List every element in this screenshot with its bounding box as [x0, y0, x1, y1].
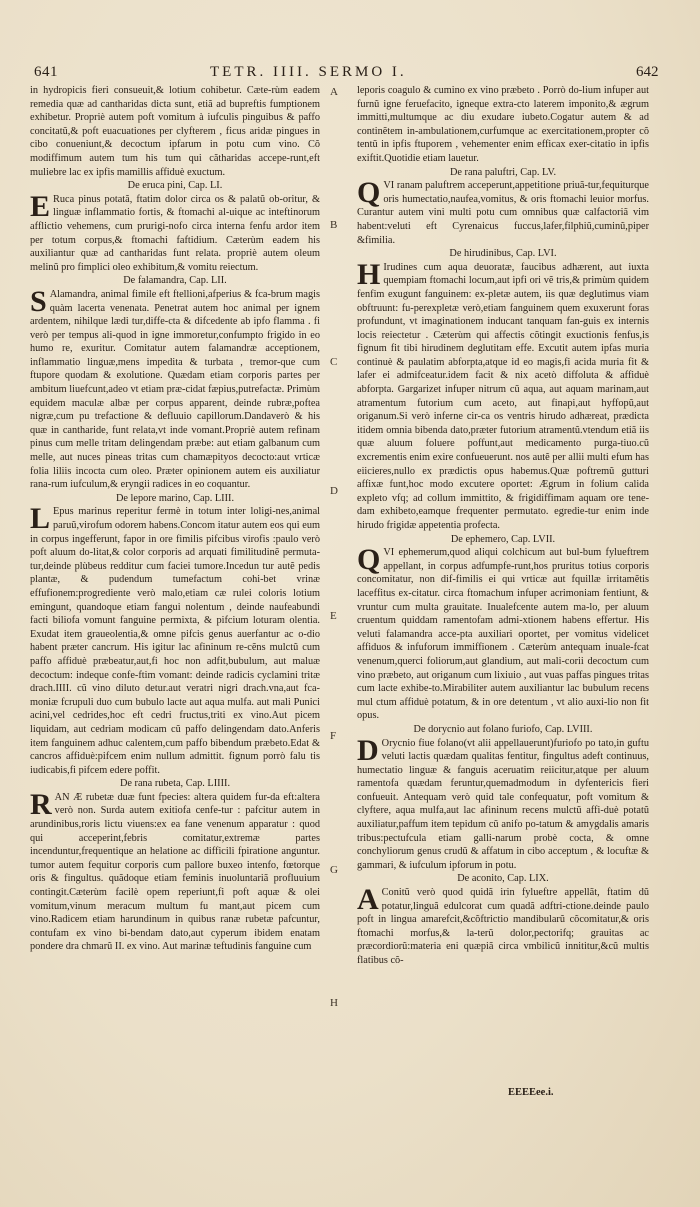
chapter-heading: De lepore marino, Cap. LIII. [115, 492, 235, 504]
chapter-heading: De dorycnio aut folano furiofo, Cap. LVIII. [413, 723, 593, 735]
chapter-heading: De rana rubeta, Cap. LIIII. [119, 778, 231, 790]
chapter-heading: De rana paluftri, Cap. LV. [449, 166, 557, 178]
chapter-heading: De ephemero, Cap. LVII. [450, 533, 556, 545]
chapter-heading: De falamandra, Cap. LII. [123, 275, 227, 287]
paragraph-text: Ruca pinus potatã, ftatim dolor circa os & palatũ ob-oritur, & linguæ inflammatio fortis, & ftomachi al-uique ac inteftinorum afflictio vehemens, cum prurigi-nofo circa interna fenfu ardor item per totum corpus,& ftomachi faftidium. Cæterùm eadem his auxiliantur quæ ad cantharidas funt relata. propriè autem oleum melinũ pro fimplici oleo exhibitum,& vomitu reiectum. [30, 193, 320, 273]
margin-letter: B [330, 219, 338, 231]
paragraph-text: Alamandra, animal fimile eft ftellioni,afperius & fca-brum magis quàm lacerta venenata. Penetrat autem hoc animal per ignem ardentem, nihilque lædi tur,diffe-cta & difcedente ab ipfo flamma . fi verò per tempus ali-quod in igne immoretur,confumpto frigido in eo humo re, exuritur. Comitatur autem falamandræ acceptionem, inflammatio linguæ,mens impedita & turbata , tremor-que cum ftupore quodam & exolutione. Quædam etiam corporis partes per ambitum liuefcunt,adeo vt etiam præ-cidat fæpius,putrefactæ. Primùm equidem maculæ albæ per corpus apparent, deinde rubræ,poftea nigræ,cum pu trefactione & defluuio capillorum.Dandaverò & his quæ in cantharide, funt relata,vt inde vomant.Propriè autem refinam pinus cum melle tritam delingendam præbe: aut etiam galbanum cum melle, aut nuces pineas tritas cum chamæpityos decocto:aut vrticæ folia liliis incocta cum oleo. Præter opinionem autem eis auxiliatur rana-rum iufculum,& eryngii radices in eo coquantur. [30, 288, 320, 491]
margin-letter: G [330, 864, 338, 876]
margin-letter: E [330, 610, 337, 622]
paragraph-text: Epus marinus reperitur fermè in totum inter loligi-nes,animal paruũ,virofum odorem habens.Concom itatur autem eos qui eum in corpus ingefferunt, fapor in ore fimilis pifcibus virofis :paulo verò poft aluum do-litat,& color corporis ad arquati fimilitudinẽ permuta-tur,deinde plùbeus redditur cum faciei tumore.Incedun tur autẽ pedis plantæ, & pudendum tumefactum cohi-bet vrinæ effufionem:progrediente verò malo,etiam cæ rulei coloris lotium emingunt, quandoque etiam fangui nolentum , deinde naufeabundi facti biliofa vomunt fanguine permixta, & pifcium loturam olentia. Exudat item graueolentia,& omne pifcis genus auerfantur ac o-dio habent præter cancrum. His igitur lac afininum re-cẽns mulctũ cum paffo affiduè præbeatur,aut,fi hoc non adfit,bubulum, aut maluæ decoctum: indeque confe-ftim vomant: deinde radicis cyclamini tritæ drach.IIII. cũ vino diluto detur.aut veratri nigri drach.vna,aut fca-moniæ fcrupuli duo cum bubulo lacte aut aqua mulfa. aut mali Punici acini,vel cedrides,hoc eft cedri fructus,triti ex vino.Aut picem liquidam, aut cedriam modicam cũ paffo delingendam dato.Anferis item fanguinem adhuc calentem,cum paffo bibendum præbeto.Edat & cancros affiduè:pifcem enim nullum admittit. fignum porrò falu tis iudicabis,fi pifcem edere poffit. [30, 506, 320, 776]
paragraph [30, 787, 320, 954]
chapter-heading: De hirudinibus, Cap. LVI. [449, 248, 557, 260]
right-text-column [357, 84, 649, 968]
left-text-column [30, 84, 320, 954]
drop-cap: A [357, 883, 379, 917]
paragraph [357, 883, 649, 968]
paragraph-text: AN Æ rubetæ duæ funt fpecies: altera quidem fur-da eft:altera verò non. Surda autem exitiofa cenfe-tur : pafcitur autem in arundinibus,roris lictu viuens:ex ea fane venenum apparatur : quod qui acceperint,febris comitatur,extremæ partes incenduntur,frequentique an helatione ac difficili fpiratione anguntur. tumor autem fequitur corporis cum pallore buxeo intenfo, fœtorque oris & fingultus. quãdoque etiam feminis inuoluntariã profluuium contingit.Cæterùm facilè opem reperiunt,fi poft aquæ & olei vomitum,vinum meracum multum fu mant,aut picem cum vino.Radicem etiam harundinum in quibus ranæ rubetæ pafcuntur, contufam ex vino bi-bendam dato,aut cyperum ibidem enatam pondere dra chmarũ II. ex vino. Aut marinæ teftudinis fanguine cum [30, 791, 320, 953]
drop-cap: Q [357, 543, 381, 577]
paragraph [30, 189, 320, 275]
chapter-heading: De aconito, Cap. LIX. [457, 873, 549, 885]
margin-letter: F [330, 730, 337, 742]
margin-letter: A [330, 86, 338, 98]
paragraph-text: leporis coagulo & cumino ex vino præbeto . Porrò do-lium infuper aut furnũ igne feruefacito, igneque extra-cto laterem imponito,& ægrum immitti,multumque ac diu exudare iubeto.Cogatur autem & ad continẽtem in-ambulationem,curfumque ac exercitationem,propter cõ tentũ in ipfis ftuporem , vehementer enim efficax exer-citatio in ipfis exiftit.Quotidie etiam lauetur. [357, 85, 649, 164]
running-title: TETR. IIII. SERMO I. [210, 64, 407, 80]
paragraph [357, 176, 649, 247]
drop-cap: S [30, 284, 47, 318]
drop-cap: E [30, 189, 51, 223]
paragraph [30, 284, 320, 492]
paragraph-text: in hydropicis fieri consueuit,& lotium cohibetur. Cæte-rùm eadem remedia quæ ad cantharidas dicta sunt, etiã ad bupreftis fumptionem exhibetur. Propriè autem poft vomitum à iufculis pinguibus & paffo concitatũ,& poft euacuationes per clyfterem , ficus aridæ pingues in cibo conueniunt,& decoctum ipfarum in potu cum vino. Cõ modiffimum autem tum his tum qui cătharidas accepe-runt,eft muliebre lac ex ipfis mamillis affiduè exuctum. [30, 85, 320, 178]
page-number-right: 642 [636, 64, 659, 80]
paragraph [30, 502, 320, 777]
paragraph [357, 733, 649, 873]
drop-cap: R [30, 787, 52, 821]
margin-letter: C [330, 356, 338, 368]
paragraph [357, 543, 649, 723]
paragraph-text: Orycnio fiue folano(vt alii appellauerunt)furiofo po tato,in guftu veluti lactis quædam qualitas fentitur, fingultus adeft continuus, humectatio linguæ & fanguis aceruatim reiicitur,atque per aluum ramentofa quædam feruntur,quemadmodum in dyfentericis fieri confueuit. Antequam verò quid tale confequatur, poft vomitum & clyftere, aqua mulfa,aut lac afininum recens mulctũ affi-duè potatũ auxiliatur,paffum item tepidum cũ anifo po-tatum & amygdalis amaris tribus:pectufcula etiam galli-narum probè cocta, & omne conchyliorum genus crudũ & affatum in cibo acceptum , & locuftæ & gammari, & iufculum ipforum in potu. [357, 737, 649, 871]
paragraph-text: VI ranam paluftrem acceperunt,appetitione priuã-tur,fequiturque oris humectatio,naufea,vomitus, & oris ftomachi leuior morfus. Curantur autem vini multi potu cum omnibus quæ calfactoriã vim habent:veluti eft Cyrenaicus fuccus,lafer,filphiũ,cuminũ,piper &fimilia. [357, 180, 649, 246]
drop-cap: Q [357, 176, 381, 210]
paragraph [30, 84, 320, 179]
page-number-left: 641 [34, 64, 58, 80]
margin-letter: H [330, 997, 338, 1009]
chapter-heading: De eruca pini, Cap. LI. [127, 180, 223, 192]
paragraph-text: VI ephemerum,quod aliqui colchicum aut bul-bum fylueftrem appellant, in corpus adfumpfe-runt,hos pruritus totius corporis concomitatur, non dif-fimilis ei qui vrticæ aut fquillæ irritamẽtis laceffitus ex-citatur. circa ftomachum infuper acrimoniam fentiunt, & vruntur cum multa grauitate. Inualefcente autem ma-lo, per aluum cruentum quiddam ramentofam admi-xtionem habens effertur. His veluti falamandra acce-pta auxiliari oportet, per vomitus videlicet affiduos & infuforum immiffionem . Cæterùm antequam inuale-fcat venenum,querci foliorum,aut glandium, aut mali-corii decoctum cum vino præbeto, aut origanum cum lixiuio , aut vuas paffas pingues tritas cum lacte exhibe-to.Mirabiliter autem auxiliantur lac bubulum recens mul ctum affiduè potatum, & in ore detentum , vt alio auxi-lio non fit opus. [357, 547, 649, 722]
paragraph-text: Irudines cum aqua deuoratæ, faucibus adhærent, aut iuxta quempiam ftomachi locum,aut ipfi ori vẽ tris,& primùm quidem fenfim exugunt fanguinem: ex-pletæ autem, iis quæ deglutimus viam obftruunt: fu-perexpletæ verò,etiam fanguinem quem exuxerunt foras profundunt, vt imaginationem inducant tanquam fan-guis ex internis locis reiectetur . Cæterùm qui affectis cõtingit exuctionis fenfus,is fignum fit tibi hirudinem deglutitam effe. Excutit autem ipfas muria continuè & paulatim abforpta,atque id eo magis,fi acida muria fit & lafer ei admifceatur.idem facit & nix acetò diffoluta & affiduè abforpta. Gargarizet infuper nitrum cũ aqua, aut aquam marinam,aut atramentum futorium cum aceto, aut finapi,aut hyffopũ,aut origanum.Si verò inferne cir-ca os ventris hirudo adhæreat, prædicta itidem omnia bibenda dato,præter futorium atramentũ.vtendum etiã iis quæ aluum foluere poffunt,aut medicamento purga-tiuo.cũ excrementis enim exire confueuerunt. nos autẽ per allii multi efum has eiicieres,nullo ex prædictis opus habemus.Quæ poftremũ gutturi affixæ funt,hoc modo excutere oportet: Ægrum in folium calida expleto vfq; ad collum immittito, & frigidiffimam aquam ore tene-dam exhibeto,eamque frequenter permutato. egredie-tur enim inde hirudo frigidæ appetentia profecta. [357, 261, 649, 531]
paragraph-text: Conitũ verò quod quidã irin fylueftre appellãt, ftatim dũ potatur,linguã edulcorat cum quadã adftri-ctione.deinde paulo poft in lingua amarefcit,&cõftrictio mandibularũ cõcomitatur,& oris ftomachi morfus,& la-terũ dolor,pectorifq; grauitas ac præcordiorũ:materia eni quæpiã circa vmbilicũ innititur,&cũ multis flatibus cõ- [357, 887, 649, 966]
drop-cap: H [357, 257, 381, 291]
paragraph [357, 257, 649, 533]
drop-cap: L [30, 502, 51, 536]
drop-cap: D [357, 733, 379, 767]
paragraph [357, 84, 649, 166]
signature-mark: EEEEee.i. [508, 1087, 554, 1098]
margin-letter: D [330, 485, 338, 497]
